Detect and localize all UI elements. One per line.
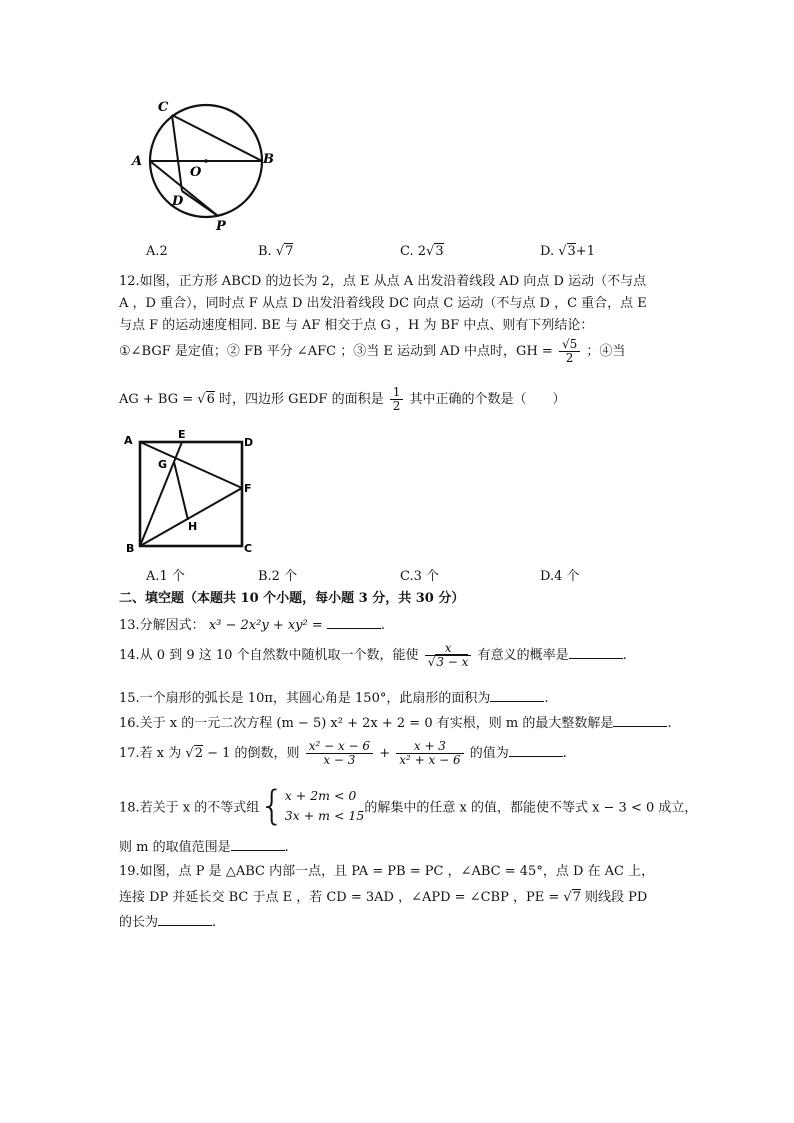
- label-B: B: [263, 152, 274, 167]
- q14-blank[interactable]: [569, 646, 623, 659]
- q19-line1: 19.如图，点 P 是 △ABC 内部一点，且 PA = PB = PC ，∠ABC = 45°，点 D 在 AC 上，: [119, 864, 655, 879]
- q11-option-d: D. √3+1: [540, 244, 595, 259]
- q15: 15.一个扇形的弧长是 10π，其圆心角是 150°，此扇形的面积为 .: [119, 691, 549, 706]
- label-A: A: [132, 154, 143, 169]
- q19-line3: 的长为 .: [119, 915, 217, 930]
- q12-option-b: B.2 个: [258, 569, 298, 584]
- q12-frac-gh: $\frac{√5}{2}$: [559, 338, 580, 365]
- q12-line1: 12.如图，正方形 ABCD 的边长为 2，点 E 从点 A 出发沿着线段 AD 向点 D 运动（不与点: [119, 274, 647, 289]
- label-O: O: [190, 165, 202, 180]
- q19-blank[interactable]: [158, 913, 212, 926]
- label-H: H: [188, 520, 198, 533]
- q11-option-b: B. √7: [258, 244, 294, 259]
- q17: 17.若 x 为 √2 − 1 的倒数，则 $\frac{\text{x² − x − 6}}{x - 3}$ + $\frac{x + 3}{\text{x² + x − 6}}$ 的值为 .: [119, 739, 567, 768]
- segment-GH: [174, 462, 188, 520]
- q12-options: [146, 565, 666, 583]
- q12-option-d: D.4 个: [540, 569, 580, 584]
- q12-line2: A ，D 重合），同时点 F 从点 D 出发沿着线段 DC 向点 C 运动（不与点 D ，C 重合，点 E: [119, 296, 647, 311]
- q11-options: [146, 244, 666, 262]
- label-P: P: [216, 219, 226, 234]
- section-heading: 二、填空题（本题共 10 个小题，每小题 3 分，共 30 分）: [119, 591, 465, 606]
- q18: 18.若关于 x 的不等式组{x + 2m < 0 3x + m < 15的解集中的任意 x 的值，都能使不等式 x − 3 < 0 成立，: [119, 783, 698, 829]
- square-figure: [118, 428, 268, 560]
- q18-blank[interactable]: [231, 838, 285, 851]
- q13: 13.分解因式： x³ − 2x²y + xy² = .: [119, 618, 386, 633]
- q16: 16.关于 x 的一元二次方程 (m − 5) x² + 2x + 2 = 0 有实根，则 m 的最大整数解是 .: [119, 716, 672, 731]
- chord-CB: [172, 115, 262, 161]
- q14: 14.从 0 到 9 这 10 个自然数中随机取一个数，能使 $\frac{x}{√3 - x}$ 有意义的概率是 .: [119, 641, 627, 670]
- q14-frac: $\frac{x}{√3 - x}$: [425, 642, 472, 669]
- q12-frac-area: $\frac{1}{2}$: [390, 386, 404, 413]
- q19-line2: 连接 DP 并延长交 BC 于点 E ，若 CD = 3AD ，∠APD = ∠CBP ，PE = √7 则线段 PD: [119, 890, 648, 905]
- label-D2: D: [244, 436, 254, 449]
- center-point: [204, 159, 208, 163]
- label-A2: A: [124, 434, 133, 447]
- label-B2: B: [126, 542, 135, 555]
- segment-BF: [140, 488, 242, 546]
- q12-line4: ①∠BGF 是定值；② FB 平分 ∠AFC ；③当 E 运动到 AD 中点时，GH = $\frac{√5}{2}$ ；④当: [119, 337, 626, 366]
- label-C: C: [158, 100, 169, 115]
- label-C2: C: [244, 542, 253, 555]
- q16-blank[interactable]: [613, 714, 667, 727]
- q17-blank[interactable]: [509, 744, 563, 757]
- q11-option-c: C. 2√3: [400, 244, 444, 259]
- segment-AF: [140, 442, 242, 488]
- q15-blank[interactable]: [490, 689, 544, 702]
- segment-DP: [182, 191, 218, 216]
- label-G: G: [158, 458, 168, 471]
- q12-option-a: A.1 个: [146, 569, 185, 584]
- q18-line2: 则 m 的取值范围是 .: [119, 840, 289, 855]
- q12-option-c: C.3 个: [400, 569, 440, 584]
- label-F: F: [244, 482, 252, 495]
- label-D: D: [172, 194, 184, 209]
- q12-line3: 与点 F 的运动速度相同. BE 与 AF 相交于点 G ，H 为 BF 中点、则有下列结论：: [119, 318, 594, 333]
- q11-option-a: A.2: [146, 244, 168, 259]
- q12-line5: AG + BG = √6 时，四边形 GEDF 的面积是 $\frac{1}{2}$ 其中正确的个数是（ ）: [119, 385, 566, 414]
- q13-blank[interactable]: [327, 616, 381, 629]
- q17-frac1: $\frac{\text{x² − x − 6}}{x - 3}$: [306, 740, 373, 767]
- q17-frac2: $\frac{x + 3}{\text{x² + x − 6}}$: [396, 740, 463, 767]
- label-E: E: [178, 428, 186, 441]
- circle-figure: [120, 95, 290, 240]
